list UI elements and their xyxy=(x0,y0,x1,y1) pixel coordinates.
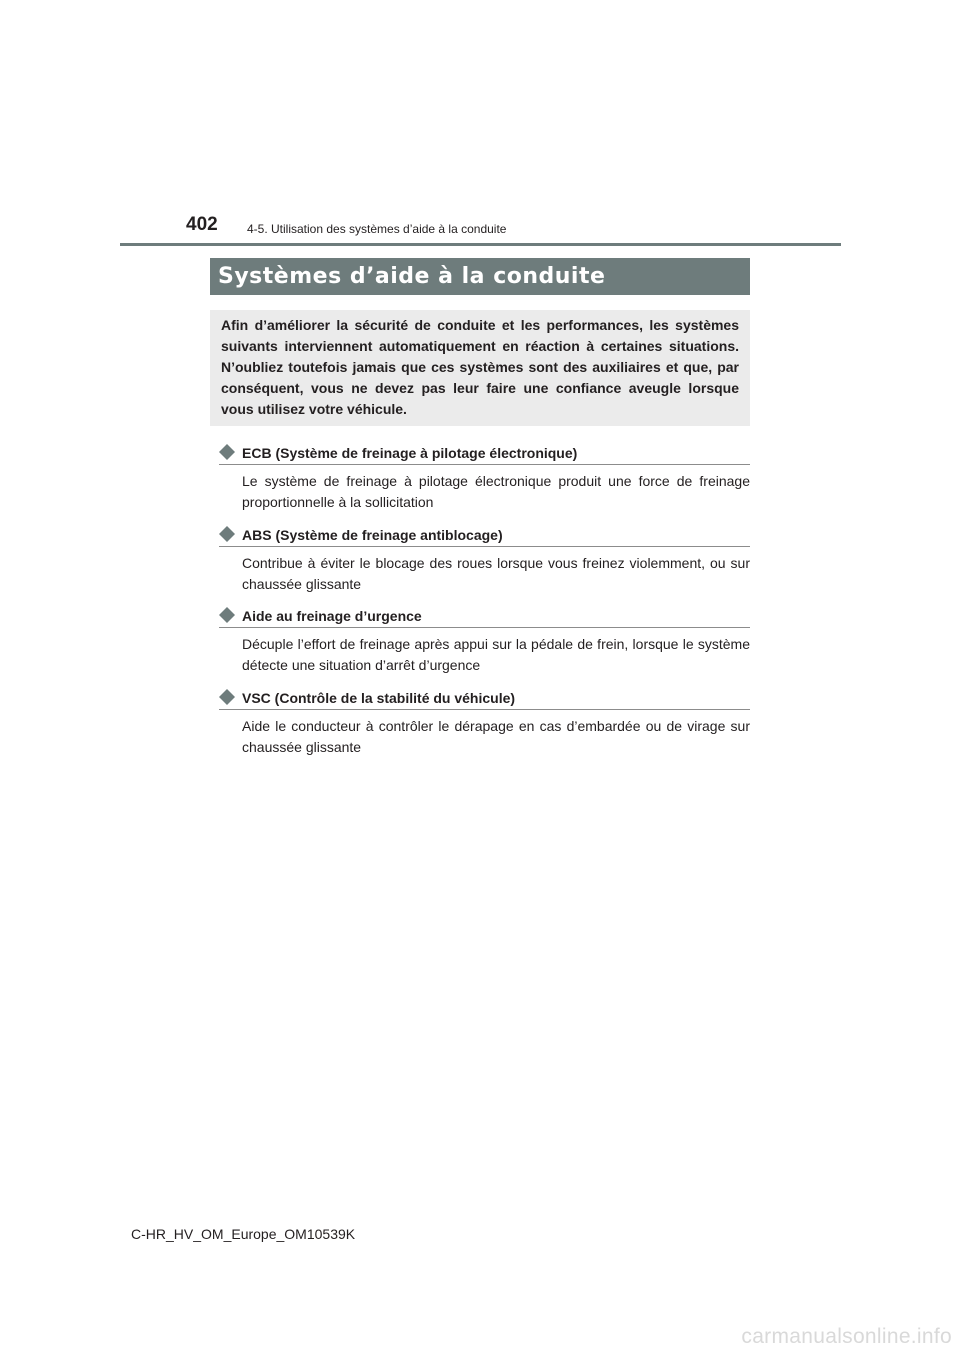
list-item xyxy=(219,442,750,513)
diamond-icon xyxy=(219,689,235,705)
item-description: Décuple l’effort de freinage après appui sur la pédale de frein, lorsque le système détecte une situation d’arrêt d’urgence xyxy=(242,636,750,673)
diamond-icon xyxy=(219,444,235,460)
list-item xyxy=(219,524,750,595)
page-number: 402 xyxy=(186,214,218,235)
list-item xyxy=(219,687,750,758)
item-description: Aide le conducteur à contrôler le dérapage en cas d’embardée ou de virage sur chaussée glissante xyxy=(242,718,750,755)
header-divider xyxy=(120,243,841,246)
intro-box xyxy=(210,310,750,426)
item-description: Contribue à éviter le blocage des roues lorsque vous freinez violemment, ou sur chaussée glissante xyxy=(242,555,750,592)
page-title: Systèmes d’aide à la conduite xyxy=(218,264,606,289)
item-title: ECB (Système de freinage à pilotage électronique) xyxy=(242,445,578,461)
diamond-icon xyxy=(219,526,235,542)
document-code: C-HR_HV_OM_Europe_OM10539K xyxy=(131,1226,356,1242)
section-breadcrumb: 4-5. Utilisation des systèmes d’aide à la conduite xyxy=(247,222,507,236)
item-description: Le système de freinage à pilotage électronique produit une force de freinage proportionnelle à la sollicitation xyxy=(242,473,750,510)
diamond-icon xyxy=(219,607,235,623)
item-title: VSC (Contrôle de la stabilité du véhicule) xyxy=(242,690,516,706)
intro-text: Afin d’améliorer la sécurité de conduite et les performances, les systèmes suivants interviennent automatiquement en réaction à certaines situations. N’oubliez toutefois jamais que ces systèmes sont des auxiliaires et que, par conséquent, vous ne devez pas leur faire une confiance aveugle lorsque vous utilisez votre véhicule. xyxy=(221,317,739,417)
item-title: ABS (Système de freinage antiblocage) xyxy=(242,527,503,543)
item-heading xyxy=(219,687,750,710)
page-title-bar xyxy=(210,258,750,295)
list-item xyxy=(219,605,750,676)
item-heading xyxy=(219,605,750,628)
item-heading xyxy=(219,442,750,465)
watermark: carmanualsonline.info xyxy=(741,1325,952,1348)
item-title: Aide au freinage d’urgence xyxy=(242,608,422,624)
item-heading xyxy=(219,524,750,547)
